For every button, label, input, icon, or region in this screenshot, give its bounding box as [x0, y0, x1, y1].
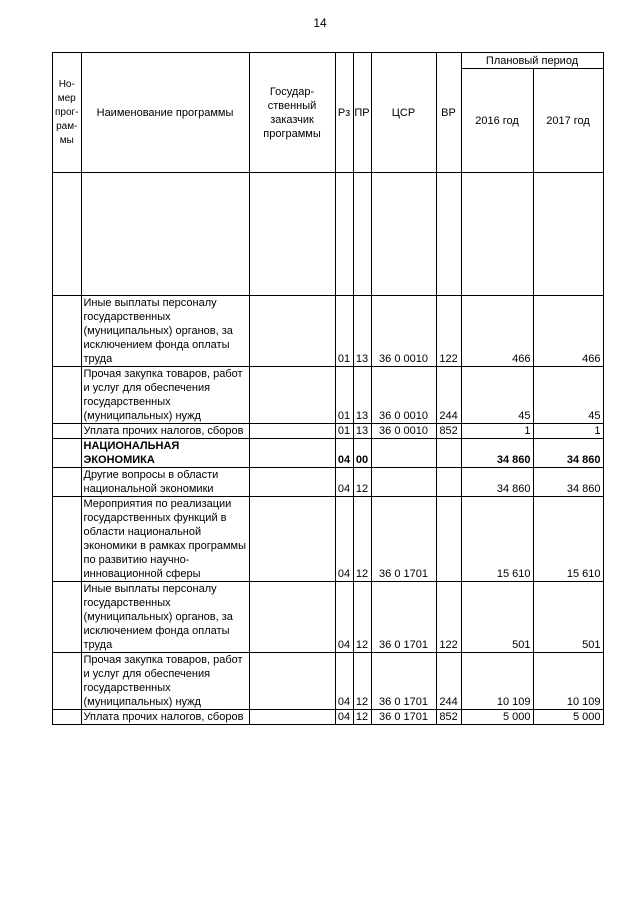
rz-cell: 01: [335, 367, 353, 424]
amount-2016-cell: 10 109: [461, 653, 533, 710]
program-name-cell: Уплата прочих налогов, сборов: [81, 424, 249, 439]
amount-2017-cell: 15 610: [533, 497, 603, 582]
csr-cell: 36 0 0010: [371, 424, 436, 439]
spacer-cell: [461, 173, 533, 296]
header-vr: ВР: [436, 53, 461, 173]
amount-2017-cell: 10 109: [533, 653, 603, 710]
program-name-cell: Мероприятия по реализации государственных функций в области национальной экономики в рамках программы по развитию научно-инновационной сферы: [81, 497, 249, 582]
pr-cell: 13: [353, 367, 371, 424]
program-name-cell: Иные выплаты персоналу государственных (муниципальных) органов, за исключением фонда оплаты труда: [81, 296, 249, 367]
table-row: [53, 367, 604, 424]
table-row: [53, 424, 604, 439]
page-number: 14: [313, 16, 327, 30]
csr-cell: 36 0 1701: [371, 497, 436, 582]
customer-cell: [249, 653, 335, 710]
amount-2016-cell: 1: [461, 424, 533, 439]
pr-cell: 12: [353, 468, 371, 497]
vr-cell: [436, 497, 461, 582]
pr-cell: 00: [353, 439, 371, 468]
csr-cell: 36 0 1701: [371, 710, 436, 725]
customer-cell: [249, 424, 335, 439]
rz-cell: 04: [335, 582, 353, 653]
table-row: [53, 653, 604, 710]
row-number-cell: [53, 582, 82, 653]
amount-2016-cell: 15 610: [461, 497, 533, 582]
customer-cell: [249, 439, 335, 468]
header-rz: Рз: [335, 53, 353, 173]
customer-cell: [249, 582, 335, 653]
rz-cell: 04: [335, 439, 353, 468]
vr-cell: 122: [436, 582, 461, 653]
pr-cell: 12: [353, 497, 371, 582]
spacer-row: [53, 173, 604, 296]
table-body: [53, 53, 604, 725]
vr-cell: 852: [436, 710, 461, 725]
program-name-cell: Прочая закупка товаров, работ и услуг для обеспечения государственных (муниципальных) нужд: [81, 653, 249, 710]
program-name-cell: НАЦИОНАЛЬНАЯ ЭКОНОМИКА: [81, 439, 249, 468]
table-row: [53, 582, 604, 653]
header-row-top: [53, 53, 604, 69]
header-year-2016: 2016 год: [461, 69, 533, 173]
customer-cell: [249, 710, 335, 725]
row-number-cell: [53, 367, 82, 424]
header-planned-period: Плановый период: [461, 53, 603, 69]
amount-2016-cell: 34 860: [461, 468, 533, 497]
csr-cell: 36 0 1701: [371, 653, 436, 710]
header-pr: ПР: [353, 53, 371, 173]
header-name: Наименование программы: [81, 53, 249, 173]
spacer-cell: [249, 173, 335, 296]
csr-cell: 36 0 0010: [371, 296, 436, 367]
table-row: [53, 468, 604, 497]
pr-cell: 12: [353, 582, 371, 653]
rz-cell: 04: [335, 468, 353, 497]
spacer-cell: [436, 173, 461, 296]
vr-cell: 244: [436, 367, 461, 424]
vr-cell: 244: [436, 653, 461, 710]
amount-2016-cell: 501: [461, 582, 533, 653]
header-number: Но-мер прог-рам-мы: [53, 53, 82, 173]
table-row: [53, 439, 604, 468]
vr-cell: [436, 468, 461, 497]
spacer-cell: [81, 173, 249, 296]
row-number-cell: [53, 497, 82, 582]
csr-cell: 36 0 0010: [371, 367, 436, 424]
rz-cell: 04: [335, 497, 353, 582]
rz-cell: 01: [335, 424, 353, 439]
pr-cell: 13: [353, 424, 371, 439]
amount-2016-cell: 34 860: [461, 439, 533, 468]
pr-cell: 13: [353, 296, 371, 367]
header-csr: ЦСР: [371, 53, 436, 173]
program-name-cell: Другие вопросы в области национальной экономики: [81, 468, 249, 497]
vr-cell: 852: [436, 424, 461, 439]
program-name-cell: Иные выплаты персоналу государственных (муниципальных) органов, за исключением фонда оплаты труда: [81, 582, 249, 653]
table-row: [53, 710, 604, 725]
pr-cell: 12: [353, 710, 371, 725]
amount-2017-cell: 466: [533, 296, 603, 367]
amount-2017-cell: 1: [533, 424, 603, 439]
spacer-cell: [371, 173, 436, 296]
row-number-cell: [53, 653, 82, 710]
amount-2017-cell: 501: [533, 582, 603, 653]
program-name-cell: Прочая закупка товаров, работ и услуг для обеспечения государственных (муниципальных) нужд: [81, 367, 249, 424]
customer-cell: [249, 367, 335, 424]
amount-2017-cell: 34 860: [533, 439, 603, 468]
csr-cell: [371, 468, 436, 497]
rz-cell: 01: [335, 296, 353, 367]
customer-cell: [249, 468, 335, 497]
row-number-cell: [53, 468, 82, 497]
header-customer: Государ-ственный заказчик программы: [249, 53, 335, 173]
spacer-cell: [53, 173, 82, 296]
row-number-cell: [53, 710, 82, 725]
csr-cell: [371, 439, 436, 468]
vr-cell: 122: [436, 296, 461, 367]
spacer-cell: [353, 173, 371, 296]
amount-2017-cell: 34 860: [533, 468, 603, 497]
row-number-cell: [53, 296, 82, 367]
row-number-cell: [53, 439, 82, 468]
rz-cell: 04: [335, 710, 353, 725]
amount-2017-cell: 45: [533, 367, 603, 424]
amount-2016-cell: 466: [461, 296, 533, 367]
rz-cell: 04: [335, 653, 353, 710]
budget-table: [52, 52, 604, 725]
program-name-cell: Уплата прочих налогов, сборов: [81, 710, 249, 725]
amount-2016-cell: 45: [461, 367, 533, 424]
csr-cell: 36 0 1701: [371, 582, 436, 653]
spacer-cell: [533, 173, 603, 296]
table-row: [53, 296, 604, 367]
spacer-cell: [335, 173, 353, 296]
customer-cell: [249, 296, 335, 367]
table-row: [53, 497, 604, 582]
header-year-2017: 2017 год: [533, 69, 603, 173]
amount-2017-cell: 5 000: [533, 710, 603, 725]
vr-cell: [436, 439, 461, 468]
customer-cell: [249, 497, 335, 582]
amount-2016-cell: 5 000: [461, 710, 533, 725]
pr-cell: 12: [353, 653, 371, 710]
row-number-cell: [53, 424, 82, 439]
